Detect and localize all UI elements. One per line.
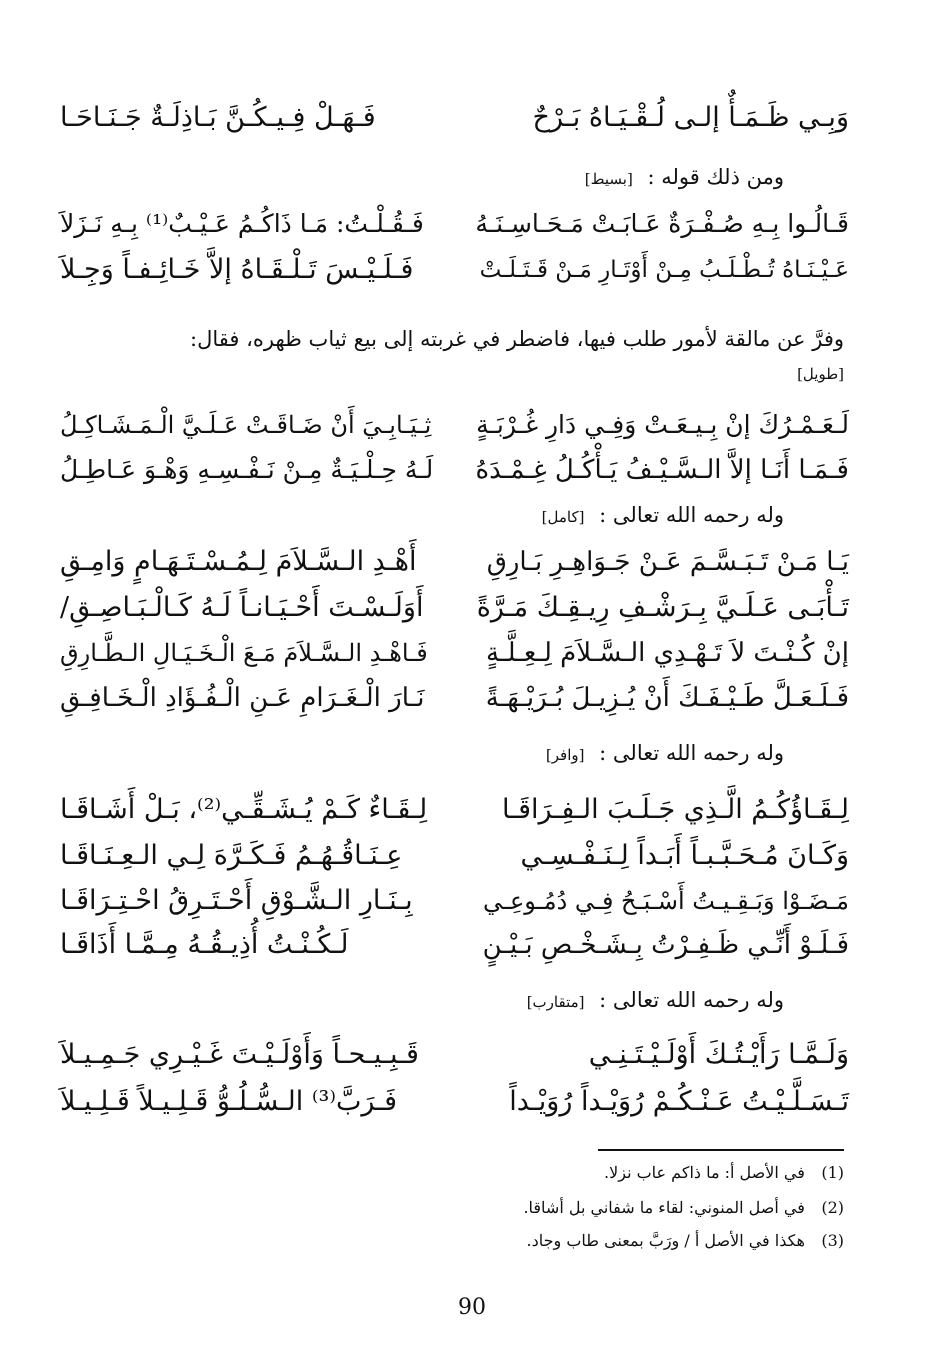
section-intro xyxy=(542,500,784,532)
second-hemistich: فَـلَـيْـسَ تَـلْـقَـاهُ إلاَّ خَـائِـفـاً وَجِـلاَ xyxy=(60,254,414,285)
second-hemistich: نَـارَ الْـغَـرَامِ عَـنِ الْـفُـؤَادِ الْـخَـافِـقِ xyxy=(60,683,425,713)
verse-line xyxy=(60,1082,849,1122)
intro-text: ومن ذلك قوله : xyxy=(647,165,784,189)
first-hemistich: وَبِـي ظَـمَـأٌ إلـى لُـقْـيَـاهُ بَـرْحٌ xyxy=(532,102,849,133)
footnote-separator xyxy=(598,1149,844,1151)
page-number: 90 xyxy=(458,1295,486,1320)
second-hemistich: لِـقَـاءٌ كَـمْ يُـشَـقِّـي⁽²⁾، بَـلْ أَشَـاقَـا xyxy=(60,794,428,825)
footnote xyxy=(527,1229,844,1253)
intro-text: وله رحمه الله تعالى : xyxy=(599,741,784,765)
first-hemistich: وَكَـانَ مُـحَـبَّـبـاً أَبَـداً لِـنَـفْـسِـي xyxy=(520,840,849,871)
first-hemistich: وَلَـمَّـا رَأَيْـتُـكَ أَوْلَـيْـتَـنِـي xyxy=(588,1039,849,1070)
first-hemistich: مَـضَـوْا وَبَـقِـيـتُ أَسْـبَـحُ فِـي دُمُـوعِـي xyxy=(482,887,849,915)
second-hemistich: ثِـيَـابِـيَ أَنْ ضَـاقَـتْ عَـلَـيَّ الْـمَـشَـاكِـلُ xyxy=(60,411,432,439)
first-hemistich: يَـا مَـنْ تَـبَـسَّـمَ عَـنْ جَـوَاهِـرِ بَـارِقِ xyxy=(486,547,849,577)
first-hemistich: قَـالُـوا بِـهِ صُـفْـرَةٌ عَـابَـتْ مَـحَـاسِـنَـهُ xyxy=(475,209,849,238)
second-hemistich: فَـقُـلْـتُ: مَـا ذَاكُـمُ عَـيْـبٌ⁽¹⁾ بِـهِ نَـزَلاَ xyxy=(60,209,424,238)
second-hemistich: فَـرَبَّ⁽³⁾ الـسُّـلُـوُّ قَـلِـيـلاً قَـلِـيـلاَ xyxy=(60,1086,398,1117)
meter-label: [متقارب] xyxy=(526,993,585,1011)
verse-line xyxy=(60,881,849,921)
first-hemistich: لِـقَـاؤُكُـمُ الَّـذِي جَـلَـبَ الـفِـرَاقَـا xyxy=(501,794,849,825)
second-hemistich: أَوَلَـسْـتَ أَحْـيَـانـاً لَـهُ كَـالْـبَـاصِـقِ/ xyxy=(60,592,424,623)
section-intro xyxy=(585,162,784,194)
first-hemistich: عَـيْـنَـاهُ تُـطْـلَـبُ مِـنْ أَوْتَـارِ مَـنْ قَـتَـلَـتْ xyxy=(479,257,849,283)
first-hemistich: فَـلَـوْ أَنِّـي ظَـفِـرْتُ بِـشَـخْـصِ بَـيْـنٍ xyxy=(482,930,849,960)
footnote-text: في الأصل أ: ما ذاكم عاب نزلا. xyxy=(604,1163,805,1182)
footnote-number: (3) xyxy=(821,1231,844,1250)
second-hemistich: عِـنَـاقُـهُـمُ فَـكَـرَّهَ لِـي الـعِـنَـاقَـا xyxy=(60,840,403,871)
first-hemistich: لَـعَـمْـرُكَ إنْ بِـيـعَـتْ وَفِـي دَارِ غُـرْبَـةٍ xyxy=(476,410,849,439)
footnote xyxy=(523,1196,844,1220)
intro-text: وله رحمه الله تعالى : xyxy=(599,988,784,1012)
second-hemistich: لَـكُـنْـتُ أُذِيـقُـهُ مِـمَّـا أَذَاقَـا xyxy=(60,929,349,960)
section-intro xyxy=(546,738,784,770)
first-hemistich: إنْ كُـنْـتَ لاَ تَـهْـدِي الـسَّـلاَمَ لِـعِـلَّـةٍ xyxy=(486,638,849,668)
first-hemistich: تَـأْبَـى عَـلَـيَّ بِـرَشْـفِ رِيـقِـكَ مَـرَّةً xyxy=(476,592,849,623)
verse-line xyxy=(60,204,849,244)
verse-line xyxy=(60,1035,849,1075)
meter-label: [وافر] xyxy=(545,746,585,764)
footnote-number: (1) xyxy=(821,1163,844,1182)
second-hemistich: فَـاهْـدِ الـسَّـلاَمَ مَـعَ الْـخَـيَـالِ الـطَّـارِقِ xyxy=(60,639,428,667)
meter-label: [طويل] xyxy=(797,365,844,383)
verse-line xyxy=(60,250,849,290)
verse-line xyxy=(60,542,849,582)
intro-text: وله رحمه الله تعالى : xyxy=(599,503,784,527)
verse-line xyxy=(60,450,849,490)
verse-line xyxy=(60,836,849,876)
verse-line xyxy=(60,790,849,830)
first-hemistich: تَـسَـلَّـيْـتُ عَـنْـكُـمْ رُوَيْـداً رُوَيْـداً xyxy=(509,1086,849,1117)
footnote-number: (2) xyxy=(821,1198,844,1217)
meter-label: [كامل] xyxy=(541,508,585,526)
verse-line xyxy=(60,925,849,965)
footnote-text: في أصل المنوني: لقاء ما شفاني بل أشاقا. xyxy=(523,1198,805,1217)
footnote xyxy=(604,1161,844,1185)
verse-line xyxy=(60,633,849,673)
second-hemistich: قَـبِـيـحـاً وَأَوْلَـيْـتَ غَـيْـرِي جَـمِـيـلاَ xyxy=(60,1039,419,1070)
prose-paragraph: وفرَّ عن مالقة لأمور طلب فيها، فاضطر في غربته إلى بيع ثياب ظهره، فقال: xyxy=(190,327,844,351)
second-hemistich: فَـهَـلْ فِـيـكُـنَّ بَـاذِلَـةٌ جَـنَـاحَـا xyxy=(60,102,376,133)
verse-line xyxy=(60,678,849,718)
verse-line xyxy=(60,405,849,445)
first-hemistich: فَـلَـعَـلَّ طَـيْـفَـكَ أَنْ يُـزِيـلَ بُـرَيْـهَـةً xyxy=(485,683,849,713)
footnote-text: هكذا في الأصل أ / ورَبَّ بمعنى طاب وجاد. xyxy=(526,1231,805,1250)
verse-line xyxy=(60,588,849,628)
second-hemistich: أَهْـدِ الـسَّـلاَمَ لِـمُـسْـتَـهَـامٍ وَامِـقِ xyxy=(60,546,417,577)
first-hemistich: فَـمَـا أَنَـا إلاَّ الـسَّـيْـفُ يَـأْكُـلُ غِـمْـدَهُ xyxy=(475,455,849,485)
verse-line xyxy=(60,98,849,138)
section-intro xyxy=(527,985,784,1017)
meter-label: [بسيط] xyxy=(584,170,633,188)
second-hemistich: لَـهُ حِـلْـيَـةٌ مِـنْ نَـفْـسِـهِ وَهْـوَ عَـاطِـلُ xyxy=(60,455,434,484)
second-hemistich: بِـنَـارِ الـشَّـوْقِ أَحْـتَـرِقُ احْـتِـرَاقَـا xyxy=(60,885,413,916)
